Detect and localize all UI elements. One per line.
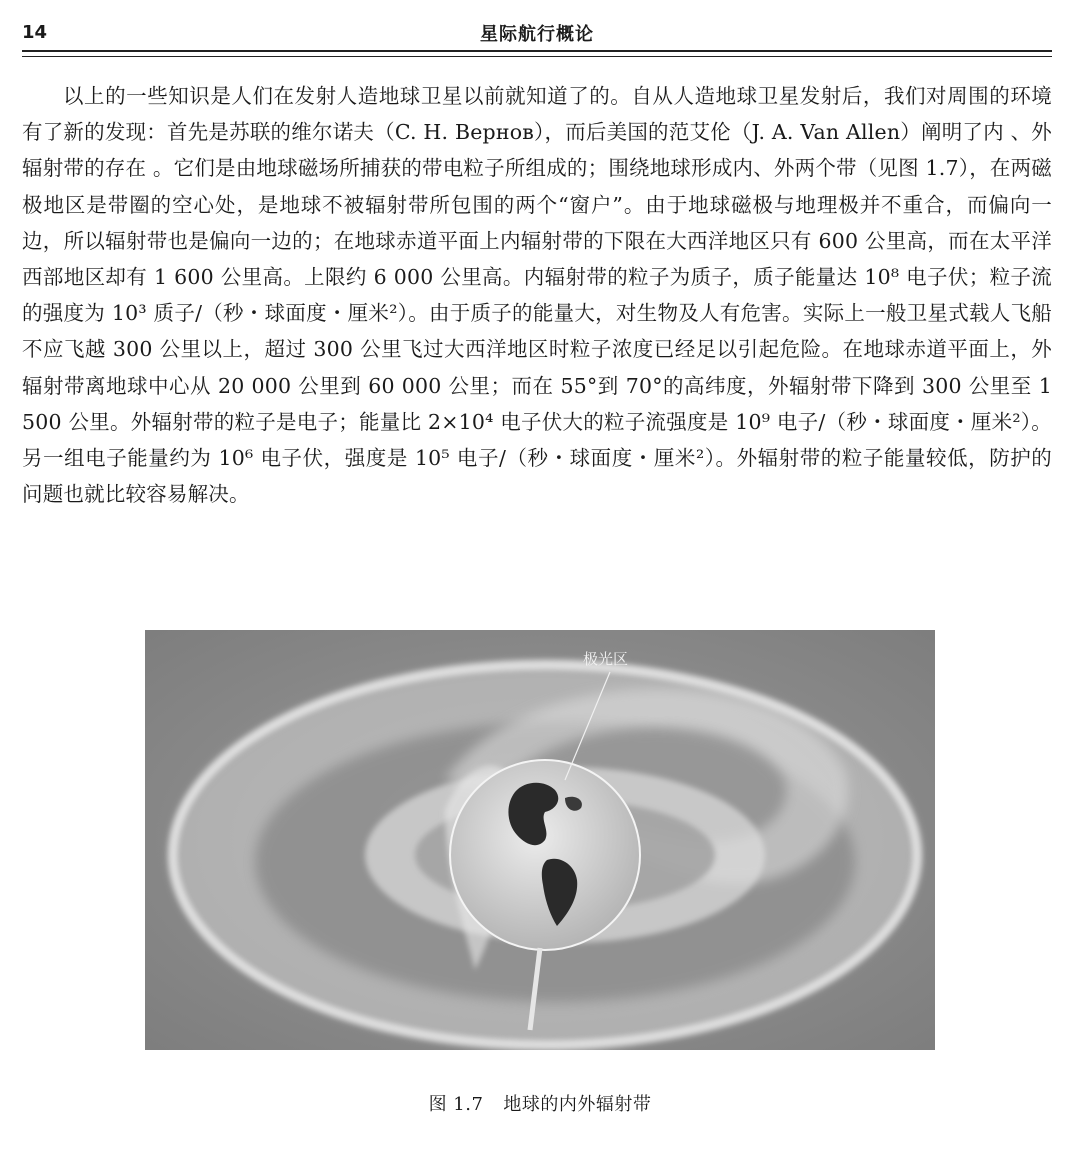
figure-radiation-belts	[145, 630, 935, 1050]
page-header	[22, 20, 1052, 50]
radiation-belts-illustration	[145, 630, 935, 1050]
figure-caption	[0, 1090, 1080, 1116]
earth-globe	[450, 760, 640, 950]
page-number: 14	[22, 22, 48, 43]
header-rule-thin	[22, 56, 1052, 57]
figure-caption-text: 地球的内外辐射带	[503, 1094, 652, 1115]
body-paragraph: 以上的一些知识是人们在发射人造地球卫星以前就知道了的。自从人造地球卫星发射后，我们对周围的环境有了新的发现：首先是苏联的维尔诺夫（C. H. Вернов），而后美国的范艾伦（J. A. Van Allen）阐明了内 、外辐射带的存在 。它们是由地球磁场所捕获的带电粒子所组成的；围绕地球形成内、外两个带（见图 1.7），在两磁极地区是带圈的空心处，是地球不被辐射带所包围的两个“窗户”。由于地球磁极与地理极并不重合，而偏向一边，所以辐射带也是偏向一边的；在地球赤道平面上内辐射带的下限在大西洋地区只有 600 公里高，而在太平洋西部地区却有 1 600 公里高。上限约 6 000 公里高。内辐射带的粒子为质子，质子能量达 10⁸ 电子伏；粒子流的强度为 10³ 质子/（秒・球面度・厘米²）。由于质子的能量大，对生物及人有危害。实际上一般卫星式载人飞船不应飞越 300 公里以上，超过 300 公里飞过大西洋地区时粒子浓度已经足以引起危险。在地球赤道平面上，外辐射带离地球中心从 20 000 公里到 60 000 公里；而在 55°到 70°的高纬度，外辐射带下降到 300 公里至 1 500 公里。外辐射带的粒子是电子；能量比 2×10⁴ 电子伏大的粒子流强度是 10⁹ 电子/（秒・球面度・厘米²）。另一组电子能量约为 10⁶ 电子伏，强度是 10⁵ 电子/（秒・球面度・厘米²）。外辐射带的粒子能量较低，防护的问题也就比较容易解决。	[22, 84, 1052, 507]
running-title: 星际航行概论	[480, 24, 594, 45]
figure-caption-number: 图 1.7	[428, 1094, 484, 1115]
header-rule-thick	[22, 50, 1052, 52]
aurora-zone-label: 极光区	[583, 650, 629, 668]
